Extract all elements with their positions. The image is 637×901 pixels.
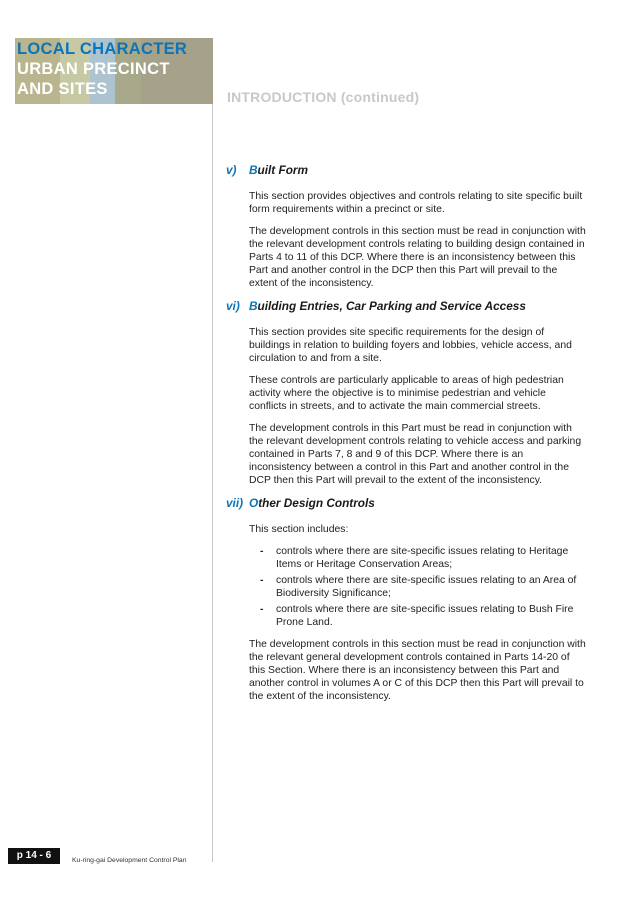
section-title [249,163,308,177]
section-title [249,299,526,313]
footer-document-title: Ku-ring-gai Development Control Plan [72,857,187,864]
list-item [249,603,586,629]
list-item [249,574,586,600]
page-title: INTRODUCTION (continued) [227,89,420,105]
paragraph: These controls are particularly applicable to areas of high pedestrian activity where the objective is to minimise pedestrian and vehicle conflicts in streets, and to activate the main commercial streets. [249,375,564,412]
page-number-badge: p 14 - 6 [8,848,60,864]
section-number: vii) [226,496,244,510]
list-marker: - [260,575,264,586]
list-marker: - [260,604,264,615]
header-line-1: LOCAL CHARACTER [17,40,188,58]
section-number: v) [226,163,237,177]
section-title [249,496,375,510]
section-title-rest: uilt Form [257,163,308,177]
vertical-divider [212,104,213,862]
section-title-rest: ther Design Controls [258,496,375,510]
list-marker: - [260,546,264,557]
section-heading [226,163,586,181]
header-line-2: URBAN PRECINCT [17,60,170,78]
bullet-list [249,545,586,629]
section-heading [226,299,586,317]
paragraph: This section provides site specific requirements for the design of buildings in relation to building foyers and lobbies, vehicle access, and circulation to and from a site. [249,327,572,364]
list-item-text: controls where there are site-specific issues relating to Bush Fire Prone Land. [276,604,574,628]
paragraph: This section includes: [249,524,349,535]
list-item-text: controls where there are site-specific issues relating to an Area of Biodiversity Significance; [276,575,577,599]
list-item-text: controls where there are site-specific issues relating to Heritage Items or Heritage Conservation Areas; [276,546,569,570]
section-number: vi) [226,299,240,313]
paragraph: This section provides objectives and controls relating to site specific built form requirements within a precinct or site. [249,191,583,215]
section-header-block [15,38,213,104]
section-title-initial: B [249,299,258,313]
section-title-initial: B [249,163,258,177]
section-title-initial: O [249,496,259,510]
paragraph: The development controls in this section must be read in conjunction with the relevant development controls relating to building design contained in Parts 4 to 11 of this DCP. Where there is an inconsistency between this Part and another control in the DCP then this Part will prevail to the extent of the inconsistency. [249,226,586,289]
main-content [226,163,586,712]
paragraph: The development controls in this Part must be read in conjunction with the relevant development controls relating to vehicle access and parking contained in Parts 7, 8 and 9 of this DCP. Where there is an inconsistency between a control in this Part and another control in the DCP then this Part will prevail to the extent of the inconsistency. [249,423,582,486]
section-title-rest: uilding Entries, Car Parking and Service Access [257,299,526,313]
header-line-3: AND SITES [17,80,108,98]
section-heading [226,496,586,514]
paragraph: The development controls in this section must be read in conjunction with the relevant general development controls contained in Parts 14-20 of this Section. Where there is an inconsistency between this Part and another control in volumes A or C of this DCP then this Part will prevail to the extent of the inconsistency. [249,639,586,702]
list-item [249,545,586,571]
